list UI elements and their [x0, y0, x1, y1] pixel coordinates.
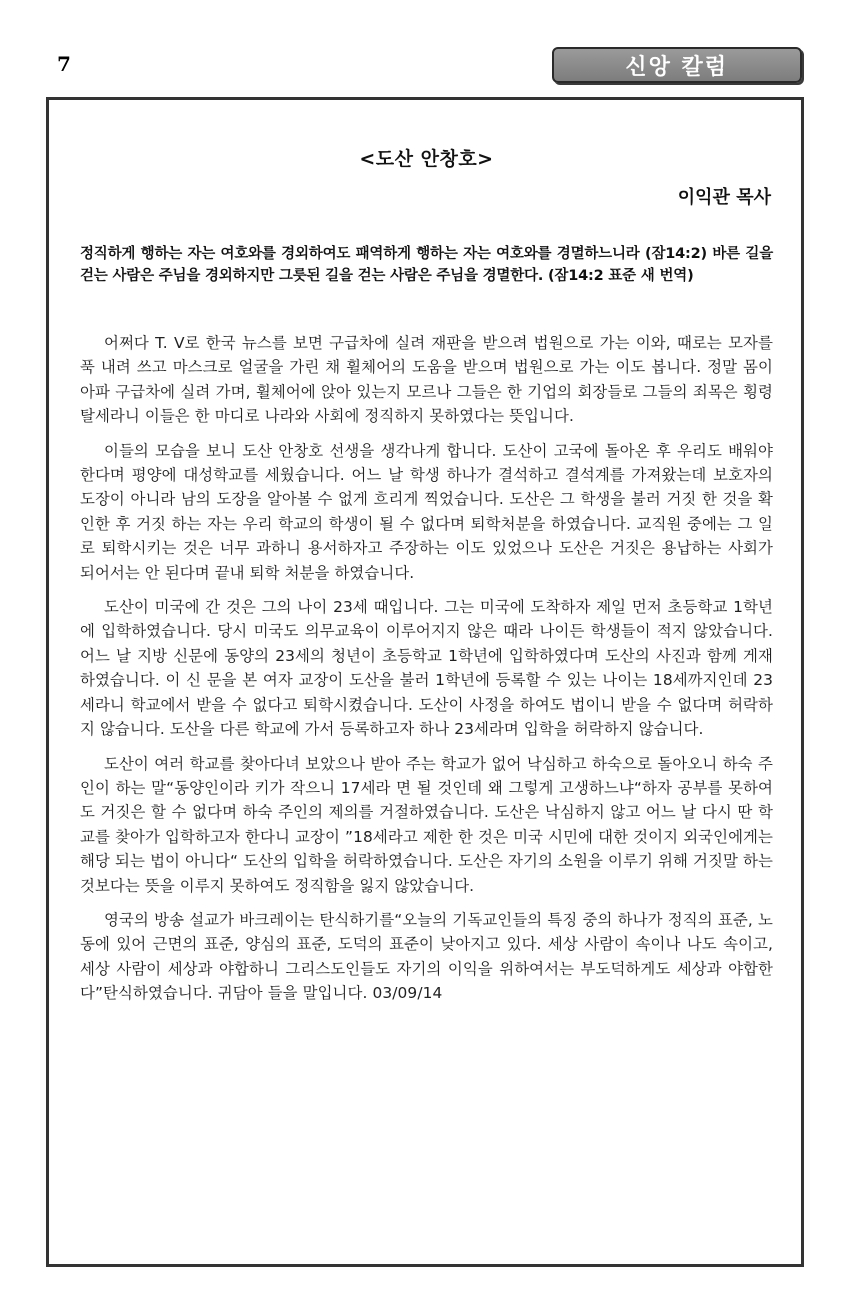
- body-paragraph: 도산이 여러 학교를 찾아다녀 보았으나 받아 주는 학교가 없어 낙심하고 하숙으로 돌아오니 하숙 주인이 하는 말“동양인이라 키가 작으니 17세라 면 될 것인데 왜 그렇게 고생하느냐“하자 공부를 못하여도 거짓은 할 수 없다며 하숙 주인의 제의를 거절하였습니다. 도산은 낙심하지 않고 어느 날 다시 딴 학교를 찾아가 입학하고자 한다니 교장이 ”18세라고 제한 한 것은 미국 시민에 대한 것이지 외국인에게는 해당 되는 법이 아니다“ 도산의 입학을 허락하였습니다. 도산은 자기의 소원을 이루기 위해 거짓말 하는 것보다는 뜻을 이루지 못하여도 정직함을 잃지 않았습니다.: [80, 754, 773, 895]
- article-frame: [46, 97, 804, 1267]
- article-author: 이익관 목사: [677, 187, 771, 208]
- body-paragraph: 어쩌다 T. V로 한국 뉴스를 보면 구급차에 실려 재판을 받으려 법원으로 가는 이와, 때로는 모자를 푹 내려 쓰고 마스크로 얼굴을 가린 채 휠체어의 도움을 받으며 법원으로 가는 이도 봅니다. 정말 몸이 아파 구급차에 실려 가며, 휠체어에 앉아 있는지 모르나 그들은 한 기업의 회장들로 그들의 죄목은 횡령 탈세라니 이들은 한 마디로 나라와 사회에 정직하지 못하였다는 뜻입니다.: [80, 334, 773, 426]
- article-content: [80, 144, 773, 1016]
- scripture-quote: 정직하게 행하는 자는 여호와를 경외하여도 패역하게 행하는 자는 여호와를 경멸하느니라 (잠14:2) 바른 길을 걷는 사람은 주님을 경외하지만 그릇된 길을 걷는 사람은 주님을 경멸한다. (잠14:2 표준 새 번역): [80, 246, 774, 284]
- body-paragraph: 영국의 방송 설교가 바크레이는 탄식하기를“오늘의 기독교인들의 특징 중의 하나가 정직의 표준, 노동에 있어 근면의 표준, 양심의 표준, 도덕의 표준이 낮아지고 있다. 세상 사람이 속이나 나도 속이고, 세상 사람이 세상과 야합하니 그리스도인들도 자기의 이익을 위하여서는 부도덕하게도 세상과 야합한다”탄식하였습니다. 귀담아 들을 말입니다. 03/09/14: [80, 910, 773, 1003]
- body-paragraph: 이들의 모습을 보니 도산 안창호 선생을 생각나게 합니다. 도산이 고국에 돌아온 후 우리도 배워야 한다며 평양에 대성학교를 세웠습니다. 어느 날 학생 하나가 결석하고 결석계를 가져왔는데 보호자의 도장이 아니라 남의 도장을 알아볼 수 없게 흐리게 찍었습니다. 도산은 그 학생을 불러 거짓 한 것을 확인한 후 거짓 하는 자는 우리 학교의 학생이 될 수 없다며 퇴학처분을 하였습니다. 교직원 중에는 그 일로 퇴학시키는 것은 너무 과하니 용서하자고 주장하는 이도 있었으나 도산은 거짓은 용납하는 사회가 되어서는 안 된다며 끝내 퇴학 처분을 하였습니다.: [80, 441, 773, 582]
- page-number: 7: [57, 52, 71, 76]
- body-paragraph: 도산이 미국에 간 것은 그의 나이 23세 때입니다. 그는 미국에 도착하자 제일 먼저 초등학교 1학년에 입학하였습니다. 당시 미국도 의무교육이 이루어지지 않은 때라 나이든 학생들이 적지 않았습니다. 어느 날 지방 신문에 동양의 23세의 청년이 초등학교 1학년에 입학하였다며 도산의 사진과 함께 게재 하였습니다. 이 신 문을 본 여자 교장이 도산을 불러 1학년에 등록할 수 있는 나이는 18세까지인데 23세라니 학교에서 받을 수 없다고 퇴학시켰습니다. 도산이 사정을 하여도 법이니 받을 수 없다며 허락하지 않습니다. 도산을 다른 학교에 가서 등록하고자 하나 23세라며 입학을 허락하지 않습니다.: [80, 598, 773, 739]
- section-tab: [552, 47, 802, 83]
- section-label: 신앙 칼럼: [625, 54, 728, 80]
- article-title: <도산 안창호>: [359, 148, 494, 170]
